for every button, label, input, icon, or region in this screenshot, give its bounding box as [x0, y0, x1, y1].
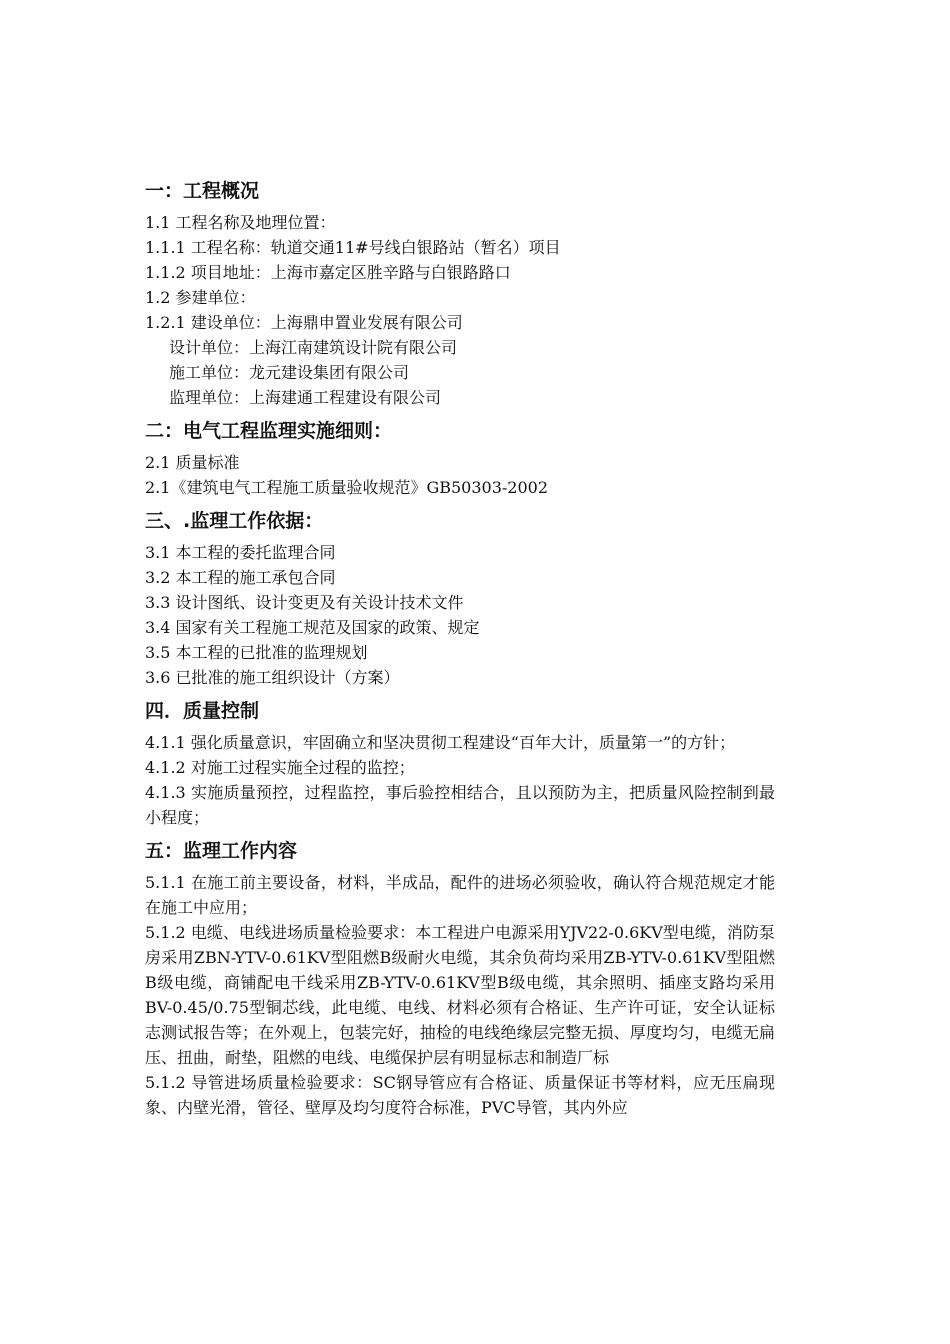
- text-line: 2.1《建筑电气工程施工质量验收规范》GB50303-2002: [145, 478, 549, 497]
- section-heading-rules: 二：电气工程监理实施细则：: [145, 420, 393, 442]
- section-heading-overview: 一：工程概况: [145, 180, 260, 202]
- text-line: 1.1.2 项目地址：上海市嘉定区胜辛路与白银路路口: [145, 263, 511, 282]
- text-line: 3.3 设计图纸、设计变更及有关设计技术文件: [145, 593, 464, 612]
- text-line: 3.2 本工程的施工承包合同: [145, 568, 336, 587]
- text-line: 3.1 本工程的委托监理合同: [145, 543, 336, 562]
- text-line: 3.5 本工程的已批准的监理规划: [145, 643, 368, 662]
- text-line: 3.6 已批准的施工组织设计（方案）: [145, 668, 400, 687]
- text-line: 2.1 质量标准: [145, 453, 240, 472]
- text-line: 1.1.1 工程名称：轨道交通11#号线白银路站（暂名）项目: [145, 238, 561, 257]
- text-line: 3.4 国家有关工程施工规范及国家的政策、规定: [145, 618, 480, 637]
- paragraph: 4.1.2 对施工过程实施全过程的监控；: [145, 758, 415, 777]
- paragraph: 4.1.1 强化质量意识，牢固确立和坚决贯彻工程建设“百年大计，质量第一”的方针；: [145, 733, 736, 752]
- paragraph: 5.1.2 导管进场质量检验要求：SC钢导管应有合格证、质量保证书等材料，应无压扁现象、内壁光滑，管径、壁厚及均匀度符合标准，PVC导管，其内外应: [145, 1073, 775, 1117]
- text-line: 1.2 参建单位：: [145, 288, 256, 307]
- text-line-indented: 监理单位：上海建通工程建设有限公司: [169, 388, 442, 407]
- paragraph: 5.1.1 在施工前主要设备，材料，半成品，配件的进场必须验收，确认符合规范规定才能在施工中应用；: [145, 873, 775, 917]
- section-heading-basis: 三、.监理工作依据：: [145, 510, 324, 532]
- text-line-indented: 施工单位：龙元建设集团有限公司: [169, 363, 410, 382]
- document-body: [145, 176, 775, 1120]
- text-line-indented: 设计单位：上海江南建筑设计院有限公司: [169, 338, 458, 357]
- paragraph: 5.1.2 电缆、电线进场质量检验要求：本工程进户电源采用YJV22-0.6KV型电缆，消防泵房采用ZBN-YTV-0.61KV型阻燃B级耐火电缆，其余负荷均采用ZB-YTV-0.61KV型阻燃B级电缆，商铺配电干线采用ZB-YTV-0.61KV型B级电缆，其余照明、插座支路均采用BV-0.45/0.75型铜芯线，此电缆、电线、材料必须有合格证、生产许可证，安全认证标志测试报告等；在外观上，包装完好，抽检的电线绝缘层完整无损、厚度均匀，电缆无扁压、扭曲，耐垫，阻燃的电线、电缆保护层有明显标志和制造厂标: [145, 923, 775, 1067]
- paragraph: 4.1.3 实施质量预控，过程监控，事后验控相结合，且以预防为主，把质量风险控制到最小程度；: [145, 783, 775, 827]
- text-line: 1.1 工程名称及地理位置：: [145, 213, 336, 232]
- text-line: 1.2.1 建设单位：上海鼎申置业发展有限公司: [145, 313, 463, 332]
- section-heading-work-content: 五：监理工作内容: [145, 840, 298, 862]
- section-heading-quality: 四．质量控制: [145, 700, 260, 722]
